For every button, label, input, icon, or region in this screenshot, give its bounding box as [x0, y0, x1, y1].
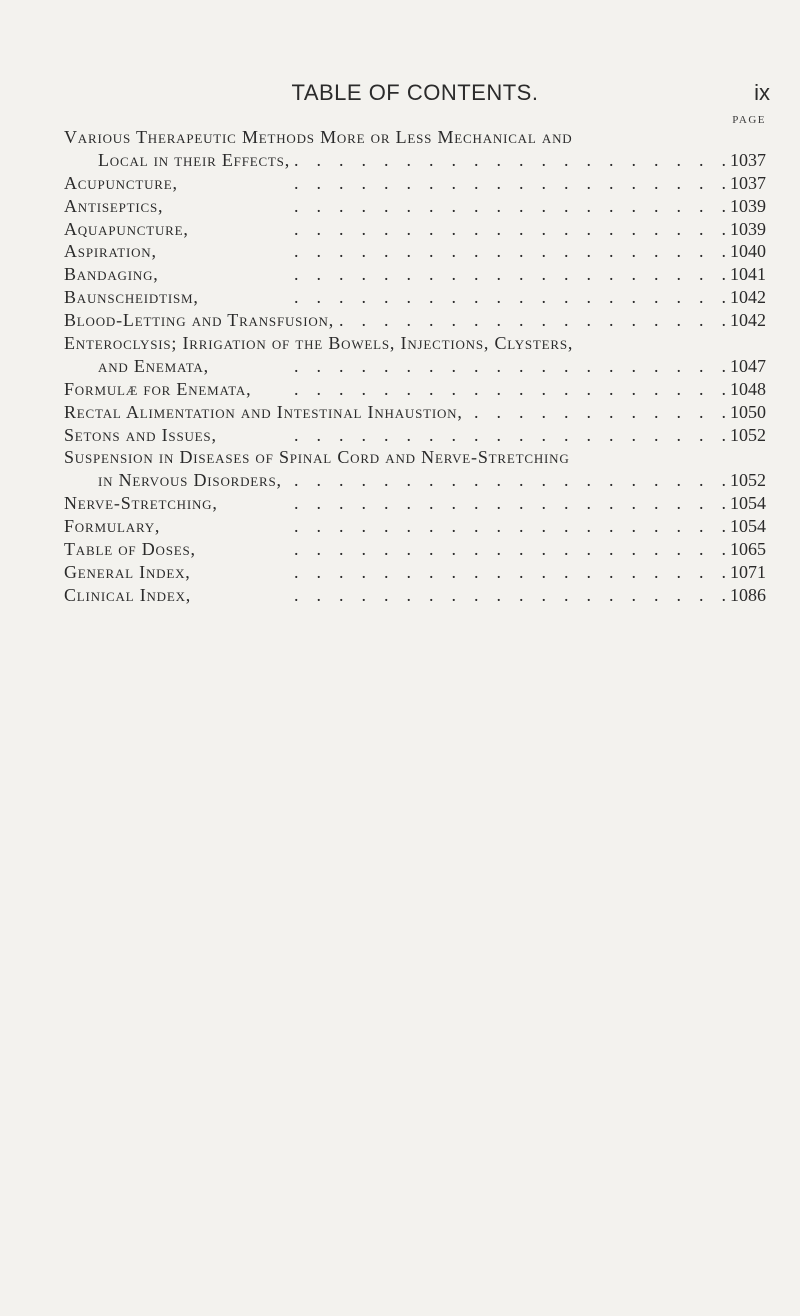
- toc-entry-title: Various Therapeutic Methods More or Less Mechanical and: [64, 127, 573, 147]
- leader-dots: [222, 492, 726, 515]
- toc-entry-title: and Enemata,: [98, 355, 209, 376]
- toc-entry: [64, 561, 766, 584]
- toc-entry-page: 1086: [730, 584, 766, 605]
- toc-entry-page: 1042: [730, 310, 766, 331]
- leader-dots: [286, 469, 726, 492]
- toc-entry-title: Enteroclysis; Irrigation of the Bowels, Injections, Clysters,: [64, 333, 574, 354]
- toc-entry-title: Local in their Effects,: [98, 149, 291, 170]
- toc-entry-page: 1047: [730, 355, 766, 376]
- toc-entry-page: 1054: [730, 516, 766, 537]
- toc-entry-page: 1041: [730, 264, 766, 285]
- leader-dots: [167, 195, 726, 218]
- toc-entry: [64, 286, 766, 309]
- toc-entry-title: Nerve-Stretching,: [64, 493, 218, 514]
- leader-dots: [294, 149, 726, 172]
- toc-entry-page: 1039: [730, 195, 766, 216]
- leader-dots: [182, 172, 726, 195]
- leader-dots: [163, 263, 726, 286]
- toc-entry-page: 1065: [730, 539, 766, 560]
- toc-entry-title: Clinical Index,: [64, 584, 192, 605]
- toc-entry-title: Bandaging,: [64, 264, 159, 285]
- toc-entry: [64, 446, 766, 469]
- toc-entry-page: 1039: [730, 218, 766, 239]
- page-header: [60, 80, 770, 110]
- leader-dots: [161, 240, 726, 263]
- toc-entry: [64, 515, 766, 538]
- leader-dots: [193, 218, 726, 241]
- toc-entry-title: Aquapuncture,: [64, 218, 189, 239]
- toc-entry-page: 1037: [730, 149, 766, 170]
- toc-entry: [64, 195, 766, 218]
- toc-entry: [64, 309, 766, 332]
- toc-entry-title: Rectal Alimentation and Intestinal Inhaustion,: [64, 401, 463, 422]
- leader-dots: [200, 538, 726, 561]
- toc-entry-title: Blood-Letting and Transfusion,: [64, 310, 334, 331]
- toc-entry: [64, 126, 766, 149]
- leader-dots: [213, 355, 726, 378]
- toc-entry-title: Baunscheidtism,: [64, 287, 199, 308]
- leader-dots: [338, 309, 726, 332]
- toc-entry-page: 1052: [730, 470, 766, 491]
- page-number: ix: [754, 80, 770, 105]
- toc-entry-title: Formulary,: [64, 516, 161, 537]
- toc-entry-page: 1042: [730, 287, 766, 308]
- toc-entry: [64, 378, 766, 401]
- toc-entry: [64, 355, 766, 378]
- toc-entry-title: Formulæ for Enemata,: [64, 378, 252, 399]
- toc-entry-title: Setons and Issues,: [64, 424, 217, 445]
- toc-entry: [64, 401, 766, 424]
- toc-entry-title: Antiseptics,: [64, 195, 164, 216]
- toc-entry-page: 1054: [730, 493, 766, 514]
- toc-entry-page: 1050: [730, 401, 766, 422]
- toc-entry-title: in Nervous Disorders,: [98, 470, 282, 491]
- toc-entry-page: 1040: [730, 241, 766, 262]
- toc-entry: [64, 332, 766, 355]
- toc-entry: [64, 149, 766, 172]
- toc-entry-title: Table of Doses,: [64, 539, 196, 560]
- toc-entry: [64, 584, 766, 607]
- toc-entry: [64, 424, 766, 447]
- toc-entry-page: 1048: [730, 378, 766, 399]
- toc-entry: [64, 538, 766, 561]
- toc-entry: [64, 218, 766, 241]
- toc-entry-title: General Index,: [64, 561, 191, 582]
- leader-dots: [195, 584, 726, 607]
- leader-dots: [195, 561, 726, 584]
- toc-entry-title: Suspension in Diseases of Spinal Cord and Nerve-Stretching: [64, 447, 570, 468]
- toc-entry-page: 1037: [730, 172, 766, 193]
- leader-dots: [467, 401, 726, 424]
- leader-dots: [164, 515, 726, 538]
- toc-entry: [64, 492, 766, 515]
- leader-dots: [203, 286, 726, 309]
- toc-entry-title: Aspiration,: [64, 241, 157, 262]
- leader-dots: [221, 424, 726, 447]
- toc-entry: [64, 263, 766, 286]
- table-of-contents: [64, 126, 766, 607]
- toc-entry: [64, 469, 766, 492]
- toc-entry: [64, 172, 766, 195]
- toc-entry-title: Acupuncture,: [64, 172, 178, 193]
- leader-dots: [255, 378, 726, 401]
- page-title: TABLE OF CONTENTS.: [291, 80, 539, 105]
- page-column-label: PAGE: [732, 114, 766, 126]
- toc-entry-page: 1052: [730, 424, 766, 445]
- toc-entry: [64, 240, 766, 263]
- toc-entry-page: 1071: [730, 561, 766, 582]
